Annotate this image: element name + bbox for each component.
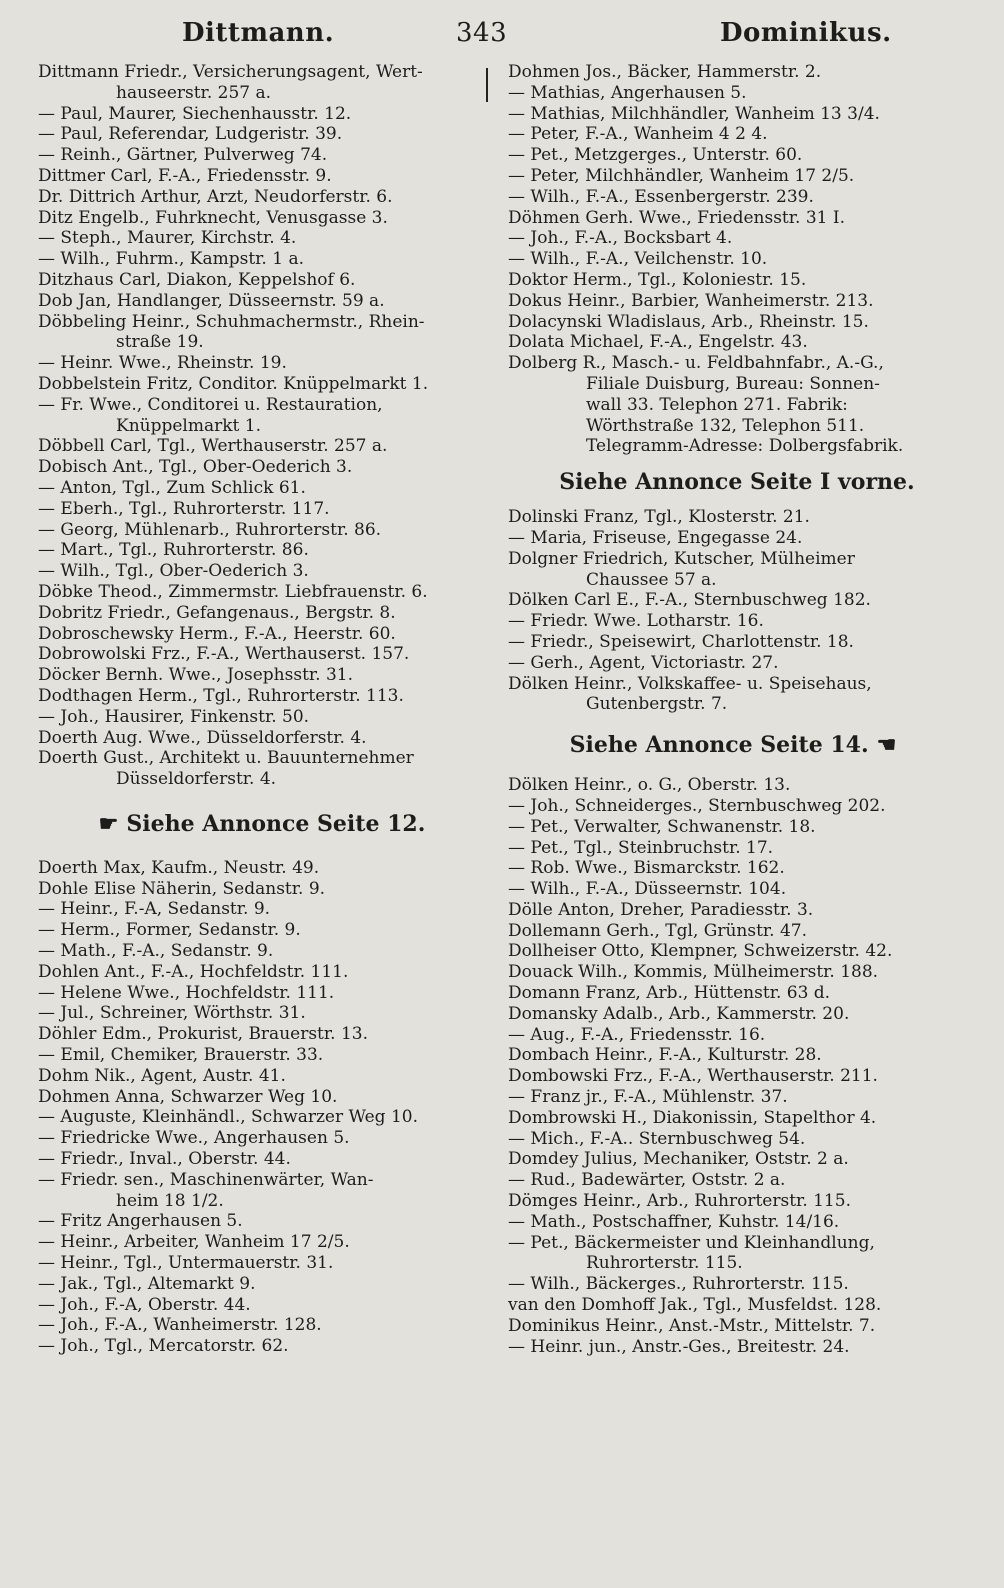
directory-entry-line: Doerth Max, Kaufm., Neustr. 49. — [38, 857, 320, 878]
directory-entry-line: Düsseldorferstr. 4. — [116, 769, 277, 790]
directory-entry-line: — Joh., Tgl., Mercatorstr. 62. — [38, 1336, 289, 1357]
directory-entry-line: — Friedr., Speisewirt, Charlottenstr. 18. — [508, 631, 854, 652]
directory-entry-line: — Fr. Wwe., Conditorei u. Restauration, — [38, 394, 383, 415]
directory-entry-line: Dollheiser Otto, Klempner, Schweizerstr. 42. — [508, 941, 893, 962]
directory-entry-line: Dömges Heinr., Arb., Ruhrorterstr. 115. — [508, 1191, 851, 1212]
directory-entry-line: wall 33. Telephon 271. Fabrik: — [586, 394, 848, 415]
directory-entry-line: Dombowski Frz., F.-A., Werthauserstr. 211. — [508, 1066, 878, 1087]
directory-entry-line: — Wilh., F.-A., Düsseernstr. 104. — [508, 879, 787, 900]
directory-entry-line: Döhmen Gerh. Wwe., Friedensstr. 31 I. — [508, 207, 845, 228]
directory-entry-line: Domdey Julius, Mechaniker, Oststr. 2 a. — [508, 1149, 849, 1170]
directory-entry-line: Dominikus Heinr., Anst.-Mstr., Mittelstr. 7. — [508, 1315, 876, 1336]
directory-entry-line: — Mart., Tgl., Ruhrorterstr. 86. — [38, 540, 309, 561]
directory-entry-line: — Jul., Schreiner, Wörthstr. 31. — [38, 1003, 306, 1024]
header-right-name: Dominikus. — [720, 18, 892, 48]
left-column — [38, 62, 478, 1357]
directory-entry-line: Wörthstraße 132, Telephon 511. — [586, 415, 865, 436]
directory-entry-line: Dolinski Franz, Tgl., Klosterstr. 21. — [508, 507, 810, 528]
right-entries-b — [508, 507, 966, 715]
directory-entry-line: Döcker Bernh. Wwe., Josephsstr. 31. — [38, 665, 354, 686]
right-entries-c — [508, 775, 966, 1357]
directory-entry-line: — Aug., F.-A., Friedensstr. 16. — [508, 1024, 766, 1045]
directory-entry-line: straße 19. — [116, 332, 204, 353]
directory-entry-line: — Rud., Badewärter, Oststr. 2 a. — [508, 1170, 786, 1191]
directory-entry-line: — Peter, F.-A., Wanheim 4 2 4. — [508, 124, 768, 145]
left-entries-b — [38, 858, 478, 1357]
directory-entry-line: Dohmen Jos., Bäcker, Hammerstr. 2. — [508, 62, 822, 82]
directory-entry-line: — Pet., Tgl., Steinbruchstr. 17. — [508, 837, 774, 858]
directory-entry-line: — Friedr. sen., Maschinenwärter, Wan- — [38, 1169, 374, 1190]
directory-entry-line: — Maria, Friseuse, Engegasse 24. — [508, 527, 803, 548]
directory-entry-line: Domansky Adalb., Arb., Kammerstr. 20. — [508, 1003, 850, 1024]
directory-entry-line: Gutenbergstr. 7. — [586, 694, 728, 715]
directory-entry-line: Dolata Michael, F.-A., Engelstr. 43. — [508, 332, 808, 353]
directory-entry-line: — Heinr., Tgl., Untermauerstr. 31. — [38, 1253, 334, 1274]
page-number: 343 — [456, 18, 508, 48]
directory-entry-line: — Wilh., Bäckerges., Ruhrorterstr. 115. — [508, 1274, 849, 1295]
directory-entry-line: Domann Franz, Arb., Hüttenstr. 63 d. — [508, 983, 831, 1004]
directory-entry-line: Ditz Engelb., Fuhrknecht, Venusgasse 3. — [38, 207, 388, 228]
directory-entry-line: — Paul, Maurer, Siechenhausstr. 12. — [38, 103, 352, 124]
directory-entry-line: — Friedricke Wwe., Angerhausen 5. — [38, 1128, 350, 1149]
directory-entry-line: Dombach Heinr., F.-A., Kulturstr. 28. — [508, 1045, 822, 1066]
directory-entry-line: Dittmann Friedr., Versicherungsagent, Wert- — [38, 62, 423, 82]
directory-entry-line: Dittmer Carl, F.-A., Friedensstr. 9. — [38, 165, 332, 186]
page-header — [0, 18, 1004, 62]
directory-entry-line: — Math., Postschaffner, Kuhstr. 14/16. — [508, 1211, 840, 1232]
directory-entry-line: Dobritz Friedr., Gefangenaus., Bergstr. 8. — [38, 602, 396, 623]
directory-entry-line: Döbke Theod., Zimmermstr. Liebfrauenstr. 6. — [38, 581, 428, 602]
directory-entry-line: — Mathias, Milchhändler, Wanheim 13 3/4. — [508, 103, 880, 124]
directory-entry-line: Dölken Heinr., o. G., Oberstr. 13. — [508, 775, 791, 796]
directory-entry-line: Doerth Gust., Architekt u. Bauunternehmer — [38, 748, 414, 769]
directory-entry-line: Ditzhaus Carl, Diakon, Keppelshof 6. — [38, 269, 356, 290]
directory-entry-line: Dolacynski Wladislaus, Arb., Rheinstr. 15. — [508, 311, 869, 332]
directory-entry-line: — Auguste, Kleinhändl., Schwarzer Weg 10. — [38, 1107, 418, 1128]
directory-entry-line: Dobroschewsky Herm., F.-A., Heerstr. 60. — [38, 623, 396, 644]
left-notice: ☛ Siehe Annonce Seite 12. — [98, 810, 426, 837]
directory-entry-line: — Joh., F.-A., Wanheimerstr. 128. — [38, 1315, 322, 1336]
directory-entry-line: — Math., F.-A., Sedanstr. 9. — [38, 941, 274, 962]
directory-entry-line: — Heinr., F.-A, Sedanstr. 9. — [38, 899, 271, 920]
directory-entry-line: Knüppelmarkt 1. — [116, 415, 261, 436]
directory-entry-line: Döbbell Carl, Tgl., Werthauserstr. 257 a. — [38, 436, 388, 457]
left-entries-a — [38, 62, 478, 790]
directory-entry-line: — Joh., F.-A., Bocksbart 4. — [508, 228, 733, 249]
directory-entry-line: — Reinh., Gärtner, Pulverweg 74. — [38, 145, 328, 166]
directory-entry-line: — Friedr., Inval., Oberstr. 44. — [38, 1149, 291, 1170]
directory-entry-line: Dolberg R., Masch.- u. Feldbahnfabr., A.-G., — [508, 353, 884, 374]
directory-entry-line: Dob Jan, Handlanger, Düsseernstr. 59 a. — [38, 290, 385, 311]
directory-entry-line: Dobrowolski Frz., F.-A., Werthauserst. 157. — [38, 644, 410, 665]
directory-entry-line: Dodthagen Herm., Tgl., Ruhrorterstr. 113. — [38, 685, 404, 706]
right-notice-1: Siehe Annonce Seite I vorne. — [559, 469, 915, 496]
right-entries-a — [508, 62, 966, 457]
directory-entry-line: — Georg, Mühlenarb., Ruhrorterstr. 86. — [38, 519, 382, 540]
directory-entry-line: — Gerh., Agent, Victoriastr. 27. — [508, 652, 779, 673]
directory-entry-line: — Wilh., F.-A., Essenbergerstr. 239. — [508, 186, 814, 207]
directory-entry-line: — Eberh., Tgl., Ruhrorterstr. 117. — [38, 498, 330, 519]
directory-entry-line: Douack Wilh., Kommis, Mülheimerstr. 188. — [508, 962, 879, 983]
directory-entry-line: Dölle Anton, Dreher, Paradiesstr. 3. — [508, 899, 814, 920]
directory-entry-line: — Pet., Verwalter, Schwanenstr. 18. — [508, 816, 816, 837]
directory-entry-line: — Herm., Former, Sedanstr. 9. — [38, 920, 301, 941]
directory-entry-line: — Heinr. Wwe., Rheinstr. 19. — [38, 353, 287, 374]
directory-entry-line: Dokus Heinr., Barbier, Wanheimerstr. 213. — [508, 290, 874, 311]
directory-entry-line: Dolgner Friedrich, Kutscher, Mülheimer — [508, 548, 855, 569]
directory-entry-line: — Heinr., Arbeiter, Wanheim 17 2/5. — [38, 1232, 350, 1253]
directory-entry-line: — Joh., F.-A, Oberstr. 44. — [38, 1294, 251, 1315]
directory-entry-line: — Steph., Maurer, Kirchstr. 4. — [38, 228, 297, 249]
directory-entry-line: heim 18 1/2. — [116, 1190, 224, 1211]
directory-entry-line: — Paul, Referendar, Ludgeristr. 39. — [38, 124, 343, 145]
directory-entry-line: — Pet., Bäckermeister und Kleinhandlung, — [508, 1232, 875, 1253]
directory-entry-line: — Wilh., F.-A., Veilchenstr. 10. — [508, 249, 768, 270]
directory-entry-line: Telegramm-Adresse: Dolbergsfabrik. — [586, 436, 904, 457]
directory-entry-line: — Wilh., Tgl., Ober-Oederich 3. — [38, 561, 309, 582]
right-column — [508, 62, 966, 1357]
directory-entry-line: Dombrowski H., Diakonissin, Stapelthor 4. — [508, 1107, 877, 1128]
directory-entry-line: — Pet., Metzgerges., Unterstr. 60. — [508, 145, 803, 166]
directory-entry-line: Döbbeling Heinr., Schuhmachermstr., Rhein- — [38, 311, 425, 332]
directory-entry-line: — Friedr. Wwe. Lotharstr. 16. — [508, 611, 764, 632]
directory-entry-line: — Mich., F.-A.. Sternbuschweg 54. — [508, 1128, 806, 1149]
pointing-hand-icon: ☛ — [98, 810, 119, 837]
directory-entry-line: — Wilh., Fuhrm., Kampstr. 1 a. — [38, 249, 304, 270]
directory-entry-line: Dohle Elise Näherin, Sedanstr. 9. — [38, 878, 326, 899]
pointing-hand-icon: ☚ — [876, 732, 897, 759]
directory-entry-line: Filiale Duisburg, Bureau: Sonnen- — [586, 373, 880, 394]
directory-entry-line: Doktor Herm., Tgl., Koloniestr. 15. — [508, 269, 807, 290]
directory-entry-line: Dobbelstein Fritz, Conditor. Knüppelmarkt 1. — [38, 373, 429, 394]
directory-entry-line: — Helene Wwe., Hochfeldstr. 111. — [38, 982, 335, 1003]
directory-entry-line: — Heinr. jun., Anstr.-Ges., Breitestr. 24. — [508, 1336, 850, 1357]
directory-entry-line: Dohlen Ant., F.-A., Hochfeldstr. 111. — [38, 961, 349, 982]
directory-entry-line: — Joh., Schneiderges., Sternbuschweg 202. — [508, 795, 886, 816]
directory-entry-line: Ruhrorterstr. 115. — [586, 1253, 743, 1274]
directory-entry-line: — Franz jr., F.-A., Mühlenstr. 37. — [508, 1087, 788, 1108]
directory-entry-line: hauseerstr. 257 a. — [116, 82, 272, 103]
directory-entry-line: — Jak., Tgl., Altemarkt 9. — [38, 1273, 256, 1294]
directory-entry-line: — Joh., Hausirer, Finkenstr. 50. — [38, 706, 310, 727]
directory-entry-line: — Emil, Chemiker, Brauerstr. 33. — [38, 1045, 324, 1066]
directory-entry-line: Döhler Edm., Prokurist, Brauerstr. 13. — [38, 1024, 368, 1045]
directory-entry-line: Dölken Carl E., F.-A., Sternbuschweg 182. — [508, 590, 871, 611]
directory-entry-line: Dölken Heinr., Volkskaffee- u. Speisehaus, — [508, 673, 872, 694]
header-left-name: Dittmann. — [182, 18, 335, 48]
directory-entry-line: — Anton, Tgl., Zum Schlick 61. — [38, 477, 306, 498]
directory-entry-line: — Rob. Wwe., Bismarckstr. 162. — [508, 858, 785, 879]
directory-entry-line: — Peter, Milchhändler, Wanheim 17 2/5. — [508, 165, 855, 186]
column-divider — [486, 68, 488, 102]
directory-entry-line: Doerth Aug. Wwe., Düsseldorferstr. 4. — [38, 727, 367, 748]
directory-entry-line: Dobisch Ant., Tgl., Ober-Oederich 3. — [38, 457, 353, 478]
directory-entry-line: Dollemann Gerh., Tgl, Grünstr. 47. — [508, 920, 808, 941]
right-notice-2: Siehe Annonce Seite 14. ☚ — [569, 732, 897, 759]
directory-entry-line: van den Domhoff Jak., Tgl., Musfeldst. 128. — [508, 1295, 882, 1316]
directory-entry-line: Dr. Dittrich Arthur, Arzt, Neudorferstr. 6. — [38, 186, 393, 207]
directory-entry-line: Dohm Nik., Agent, Austr. 41. — [38, 1065, 286, 1086]
directory-entry-line: Dohmen Anna, Schwarzer Weg 10. — [38, 1086, 338, 1107]
directory-entry-line: — Mathias, Angerhausen 5. — [508, 82, 747, 103]
directory-entry-line: Chaussee 57 a. — [586, 569, 717, 590]
directory-entry-line: — Fritz Angerhausen 5. — [38, 1211, 243, 1232]
